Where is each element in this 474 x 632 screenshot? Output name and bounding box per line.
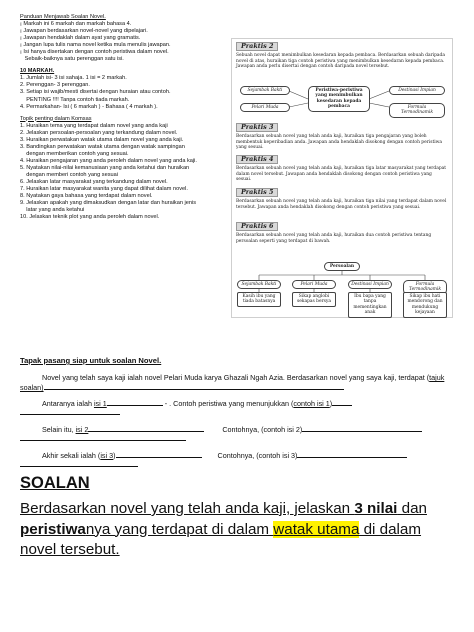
guide-title: Panduan Menjawab Soalan Novel. (20, 14, 106, 20)
tapak-row1c: - . Contoh peristiwa yang menunjukkan ( (164, 399, 294, 408)
tapak-section (20, 356, 460, 469)
tapak-row1d: contoh isi 1 (293, 399, 330, 408)
topik-0: 1. Huraikan tema yang terdapat dalam novel yang anda kaji (20, 122, 168, 129)
blank-line (20, 466, 138, 467)
tapak-row2-line (20, 434, 460, 443)
p6-leaf-0: Kasih ibu yang tiada batasnya (237, 292, 281, 307)
tapak-row1e: ) (329, 399, 333, 408)
p6-node-1: Pelari Muda (292, 280, 336, 289)
guide-intro-5: Sebaik-baiknya satu perenggan satu isi. (20, 56, 124, 63)
guide-intro-1: ¡ Jawapan berdasarkan novel-novel yang dipelajari. (20, 28, 148, 35)
blank-line (107, 405, 163, 406)
p2-center-node: Peristiwa-peristiwa yang menimbulkan kesedaran kepada pembaca (308, 86, 370, 112)
soalan-title: SOALAN (20, 474, 90, 492)
p2-node-3: Formula Termodinamik (389, 103, 445, 118)
praktis-6-title: Praktis 6 (236, 222, 278, 231)
topik-12: latar yang anda ketahui (20, 207, 85, 214)
blank-line (297, 457, 407, 458)
topik-5: 4. Huraikan pengajaran yang anda peroleh dalam novel yang anda kaji. (20, 157, 197, 164)
tapak-row1b: isi 1 (93, 399, 107, 408)
topik-3: 3. Bandingkan perwatakan watak utama dengan watak sampingan (20, 143, 185, 150)
blank-line (20, 414, 120, 415)
guide-column (20, 14, 225, 221)
guide-intro-2: ¡ Jawapan hendaklah dalam ayat yang gramatis. (20, 35, 141, 42)
praktis-3-text: Berdasarkan sebuah novel yang telah anda kaji, huraikan tiga pengajaran yang boleh membentuk keperibadian anda. Jawapan anda hendaklah disokong dengan contoh peristiwa yang sesuai. (236, 134, 443, 151)
soalan-t1: Berdasarkan novel yang telah anda kaji, jelaskan (20, 500, 355, 517)
markah-3: PENTING !!!! Tanpa contoh tiada markah. (20, 96, 130, 103)
praktis-5-title: Praktis 5 (236, 188, 278, 197)
topik-7: dengan memberi contoh yang sesuai (20, 171, 118, 178)
markah-4: 4. Permarkahan- Isi ( 6 markah ) - Bahasa ( 4 markah ). (20, 103, 158, 110)
p6-node-0: Sejambak Bakti (237, 280, 281, 289)
soalan-t7: di dalam novel tersebut. (20, 520, 422, 559)
guide-intro-4: ¡ Isi hanya disertakan dengan contoh peristiwa dalam novel. (20, 49, 169, 56)
p6-node-3: Formula Termodinamik (403, 280, 447, 295)
tapak-line1b: tajuk (429, 373, 445, 382)
p6-node-2: Destinasi Impian (348, 280, 392, 289)
markah-0: 1. Jumlah isi- 3 isi sahaja. 1 isi = 2 markah. (20, 75, 127, 82)
praktis-4-text: Berdasarkan sebuah novel yang telah anda kaji, huraikan tiga latar masyarakat yang terdapat dalam novel tersebut. Jawapan anda hendaklah disokong dengan contoh peristiwa yang sesuai. (236, 166, 447, 183)
soalan-t2: 3 nilai (354, 500, 398, 517)
tapak-row1-line (20, 408, 460, 417)
tapak-row1 (20, 399, 460, 408)
tapak-row3-line (20, 460, 460, 469)
blank-line (88, 431, 204, 432)
blank-line (116, 457, 202, 458)
tapak-row2 (20, 425, 460, 434)
p2-node-1: Pelari Muda (240, 103, 290, 112)
topik-1: 2. Jelaskan persoalan-persoalan yang terkandung dalam novel. (20, 129, 178, 136)
tapak-row1a: Antaranya ialah (42, 399, 94, 408)
tapak-line1c: soalan) (20, 383, 44, 392)
p6-leaf-2: Ibu bapa yang tanpa mementingkan anak (348, 292, 392, 318)
blank-line (302, 431, 422, 432)
topik-11: 9. Jelaskan apakah yang dimaksudkan dengan latar dan huraikan jenis (20, 200, 197, 207)
p6-leaf-1: Sikap anglobi sekapas bersya (292, 292, 336, 307)
tapak-row3 (20, 451, 460, 460)
praktis-2-title: Praktis 2 (236, 42, 278, 51)
topik-title: Topik penting dalam Komsas (20, 115, 92, 122)
praktis-6 (236, 222, 448, 244)
tapak-row2c: Contohnya, (contoh isi 2) (222, 425, 303, 434)
topik-2: 3. Huraikan perwatakan watak utama dalam novel yang anda kaji. (20, 136, 184, 143)
tapak-row3d: Contohnya, (contoh isi 3) (217, 451, 298, 460)
topik-6: 5. Nyatakan nilai-nilai kemanusiaan yang anda ketahui dan huraikan (20, 164, 190, 171)
praktis-5 (236, 188, 448, 210)
tapak-row3c: ) (113, 451, 116, 460)
practice-panel (231, 38, 453, 318)
p2-node-0: Sejambak Bakti (240, 86, 290, 95)
p6-root-node: Persoalan (324, 262, 360, 271)
p2-node-2: Destinasi Impian (389, 86, 445, 95)
guide-intro-3: ¡ Jangan lupa tulis nama novel ketika mula menulis jawapan. (20, 42, 171, 49)
blank-line (332, 405, 352, 406)
praktis-6-text: Berdasarkan sebuah novel yang telah anda kaji, huraikan dua contoh peristiwa tentang persoalan seperti yang terdapat di bawah. (236, 233, 432, 244)
tapak-line1a: Novel yang telah saya kaji ialah novel Pelari Muda karya Ghazali Ngah Azia. Berdasarkan novel yang saya kaji, terdapat ( (42, 373, 430, 382)
blank-line (44, 389, 344, 390)
soalan-question (20, 499, 460, 561)
markah-title: 10 MARKAH. (20, 68, 55, 75)
tapak-intro (20, 373, 460, 383)
markah-1: 2. Perenggan- 3 perenggan. (20, 82, 90, 89)
soalan-t3: dan (397, 500, 427, 517)
praktis-2-text: Sebuah novel dapat menimbulkan kesedaran kepada pembaca. Berdasarkan sebuah daripada novel di atas, huraikan tiga contoh peristiwa yang menimbulkan kesedaran kepada pembaca. Jawapan anda perlu disertai dengan contoh daripada novel tersebut. (236, 53, 445, 70)
tapak-row3a: Akhir sekali ialah ( (42, 451, 101, 460)
soalan-t6: watak utama (273, 520, 360, 538)
p6-leaf-3: Sikap ibu hati mendorong dan mendukung kejayaan (403, 292, 447, 318)
praktis-4 (236, 155, 448, 183)
soalan-t4: peristiwa (20, 520, 86, 538)
blank-line (20, 440, 186, 441)
topik-13: 10. Jelaskan teknik plot yang anda peroleh dalam novel. (20, 214, 160, 221)
tapak-line1-cont (20, 383, 460, 393)
praktis-3-title: Praktis 3 (236, 123, 278, 132)
topik-4: dengan memberikan contoh yang sesuai. (20, 150, 129, 157)
tapak-row2b: isi 2 (75, 425, 89, 434)
topik-8: 6. Jelaskan latar masyarakat yang terkandung dalam novel. (20, 179, 168, 186)
praktis-4-title: Praktis 4 (236, 155, 278, 164)
praktis-5-text: Berdasarkan sebuah novel yang telah anda kaji, huraikan tiga nilai yang terdapat dalam novel tersebut. Jawapan anda hendaklah disokong dengan contoh peristiwa yang sesuai. (236, 199, 447, 210)
praktis-3 (236, 123, 448, 151)
tapak-row3b: isi 3 (100, 451, 114, 460)
topik-10: 8. Nyatakan gaya bahasa yang terdapat dalam novel. (20, 193, 153, 200)
markah-2: 3. Setiap isi wajib/mesti disertai dengan huraian atau contoh. (20, 89, 171, 96)
soalan-t5: nya yang terdapat di dalam (85, 520, 274, 538)
tapak-row2a: Selain itu, (42, 425, 76, 434)
tapak-title: Tapak pasang siap untuk soalan Novel. (20, 356, 162, 365)
topik-9: 7. Huraikan latar masyarakat wanita yang dapat dilihat dalam novel. (20, 186, 188, 193)
guide-intro-0: ¡ Markah ini 6 markah dan markah bahasa 4. (20, 21, 132, 28)
